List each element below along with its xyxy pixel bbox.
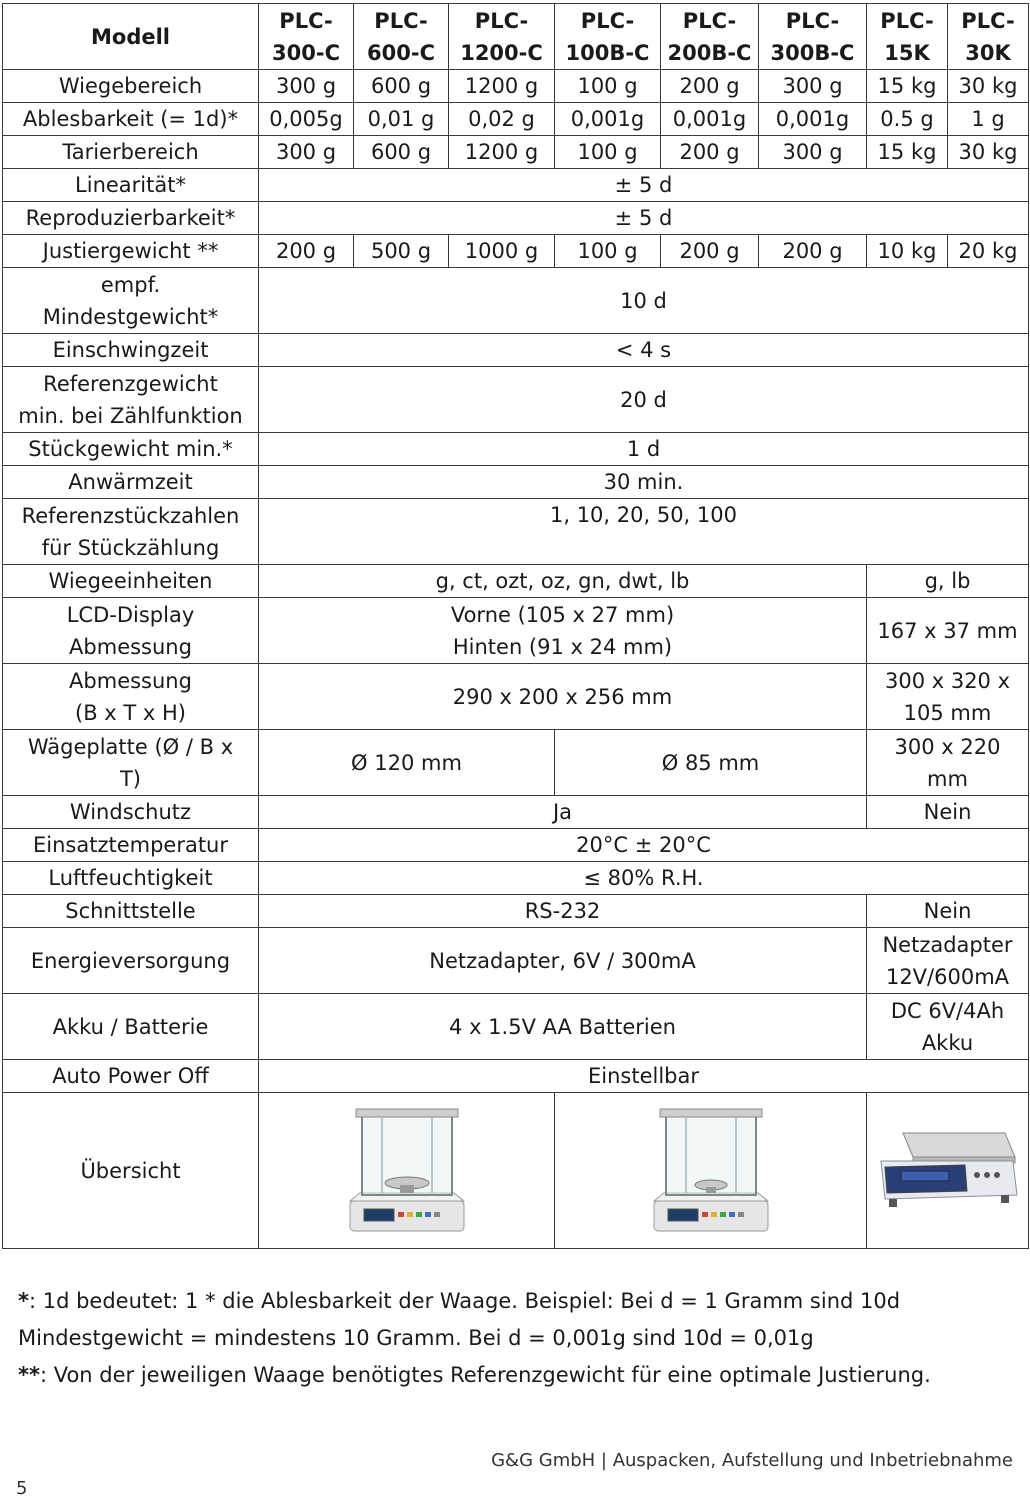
- model-plc-100b-c: PLC- 100B-C: [555, 4, 661, 70]
- analytical-balance-image: [646, 1101, 776, 1241]
- cell-value: Einstellbar: [259, 1060, 1029, 1093]
- row-lcd: [3, 598, 1029, 664]
- cell-value: 0,001g: [759, 103, 867, 136]
- label-reproduzierbarkeit: Reproduzierbarkeit*: [3, 202, 259, 235]
- cell-value: 200 g: [661, 70, 759, 103]
- cell-value: 290 x 200 x 256 mm: [259, 664, 867, 730]
- label-wiegeeinheiten: Wiegeeinheiten: [3, 565, 259, 598]
- row-waegeplatte: [3, 730, 1029, 796]
- cell-value: Vorne (105 x 27 mm) Hinten (91 x 24 mm): [259, 598, 867, 664]
- label-energieversorgung: Energieversorgung: [3, 928, 259, 994]
- label-anwaermzeit: Anwärmzeit: [3, 466, 259, 499]
- row-referenzstueckzahlen: [3, 499, 1029, 565]
- cell-value: 1 d: [259, 433, 1029, 466]
- model-plc-1200-c: PLC- 1200-C: [449, 4, 555, 70]
- cell-value: 300 g: [759, 70, 867, 103]
- cell-value: 200 g: [661, 136, 759, 169]
- cell-value: 20 kg: [948, 235, 1029, 268]
- cell-value: 500 g: [354, 235, 449, 268]
- footnote-double-star: [18, 1357, 1018, 1394]
- label-stueckgewicht: Stückgewicht min.*: [3, 433, 259, 466]
- row-reproduzierbarkeit: [3, 202, 1029, 235]
- cell-value: 300 g: [259, 70, 354, 103]
- cell-value: 200 g: [661, 235, 759, 268]
- cell-value: Ø 120 mm: [259, 730, 555, 796]
- page-footer: G&G GmbH | Auspacken, Aufstellung und Inbetriebnahme: [491, 1450, 1013, 1471]
- cell-value: g, lb: [867, 565, 1029, 598]
- cell-value: 600 g: [354, 70, 449, 103]
- cell-value: 300 x 220 mm: [867, 730, 1029, 796]
- cell-value: Nein: [867, 796, 1029, 829]
- label-referenzstueckzahlen: Referenzstückzahlen für Stückzählung: [3, 499, 259, 565]
- cell-value: 200 g: [259, 235, 354, 268]
- label-waegeplatte: Wägeplatte (Ø / B x T): [3, 730, 259, 796]
- cell-value: Netzadapter, 6V / 300mA: [259, 928, 867, 994]
- cell-value: 300 g: [759, 136, 867, 169]
- label-mindestgewicht: empf. Mindestgewicht*: [3, 268, 259, 334]
- row-energieversorgung: [3, 928, 1029, 994]
- cell-value: 30 min.: [259, 466, 1029, 499]
- cell-value: 300 g: [259, 136, 354, 169]
- cell-value: 4 x 1.5V AA Batterien: [259, 994, 867, 1060]
- row-schnittstelle: [3, 895, 1029, 928]
- row-wiegebereich: [3, 70, 1029, 103]
- footnote-single-star-cont: Mindestgewicht = mindestens 10 Gramm. Bei d = 0,001g sind 10d = 0,01g: [18, 1326, 814, 1350]
- cell-value: Netzadapter 12V/600mA: [867, 928, 1029, 994]
- label-modell: Modell: [3, 4, 259, 70]
- label-luftfeuchtigkeit: Luftfeuchtigkeit: [3, 862, 259, 895]
- cell-value: 30 kg: [948, 70, 1029, 103]
- row-einsatztemperatur: [3, 829, 1029, 862]
- cell-value: 1 g: [948, 103, 1029, 136]
- product-image-cell: [555, 1093, 867, 1249]
- cell-value: 20 d: [259, 367, 1029, 433]
- row-modell: [3, 4, 1029, 70]
- cell-value: 15 kg: [867, 136, 948, 169]
- cell-value: g, ct, ozt, oz, gn, dwt, lb: [259, 565, 867, 598]
- row-akku: [3, 994, 1029, 1060]
- cell-value: 0,005g: [259, 103, 354, 136]
- label-wiegebereich: Wiegebereich: [3, 70, 259, 103]
- specification-table: [2, 3, 1029, 1249]
- model-plc-300-c: PLC- 300-C: [259, 4, 354, 70]
- label-autopoweroff: Auto Power Off: [3, 1060, 259, 1093]
- row-uebersicht: [3, 1093, 1029, 1249]
- cell-value: 300 x 320 x 105 mm: [867, 664, 1029, 730]
- cell-value: 100 g: [555, 235, 661, 268]
- precision-scale-image: [873, 1121, 1023, 1221]
- cell-value: 100 g: [555, 136, 661, 169]
- cell-value: Ø 85 mm: [555, 730, 867, 796]
- cell-value: 0.5 g: [867, 103, 948, 136]
- cell-value: Ja: [259, 796, 867, 829]
- cell-value: 1, 10, 20, 50, 100: [259, 499, 1029, 565]
- label-tarierbereich: Tarierbereich: [3, 136, 259, 169]
- row-einschwingzeit: [3, 334, 1029, 367]
- label-einschwingzeit: Einschwingzeit: [3, 334, 259, 367]
- cell-value: 0,001g: [555, 103, 661, 136]
- cell-value: Nein: [867, 895, 1029, 928]
- footnote-text: : Von der jeweiligen Waage benötigtes Referenzgewicht für eine optimale Justierung.: [39, 1363, 931, 1387]
- page-number: 5: [16, 1478, 28, 1499]
- row-abmessung: [3, 664, 1029, 730]
- cell-value: 600 g: [354, 136, 449, 169]
- label-lcd: LCD-Display Abmessung: [3, 598, 259, 664]
- footnote-single-star: [18, 1283, 1018, 1320]
- footnotes: [18, 1283, 1018, 1394]
- cell-value: 167 x 37 mm: [867, 598, 1029, 664]
- cell-value: 0,02 g: [449, 103, 555, 136]
- cell-value: 0,001g: [661, 103, 759, 136]
- cell-value: 15 kg: [867, 70, 948, 103]
- label-ablesbarkeit: Ablesbarkeit (= 1d)*: [3, 103, 259, 136]
- row-tarierbereich: [3, 136, 1029, 169]
- label-einsatztemperatur: Einsatztemperatur: [3, 829, 259, 862]
- label-linearitaet: Linearität*: [3, 169, 259, 202]
- label-abmessung: Abmessung (B x T x H): [3, 664, 259, 730]
- cell-value: ≤ 80% R.H.: [259, 862, 1029, 895]
- product-image-cell: [259, 1093, 555, 1249]
- label-windschutz: Windschutz: [3, 796, 259, 829]
- model-plc-600-c: PLC- 600-C: [354, 4, 449, 70]
- cell-value: 20°C ± 20°C: [259, 829, 1029, 862]
- row-luftfeuchtigkeit: [3, 862, 1029, 895]
- model-plc-300b-c: PLC- 300B-C: [759, 4, 867, 70]
- cell-value: 200 g: [759, 235, 867, 268]
- cell-value: 100 g: [555, 70, 661, 103]
- label-referenzgewicht: Referenzgewicht min. bei Zählfunktion: [3, 367, 259, 433]
- cell-value: ± 5 d: [259, 202, 1029, 235]
- label-akku: Akku / Batterie: [3, 994, 259, 1060]
- product-image-cell: [867, 1093, 1029, 1249]
- cell-value: ± 5 d: [259, 169, 1029, 202]
- row-mindestgewicht: [3, 268, 1029, 334]
- cell-value: 10 d: [259, 268, 1029, 334]
- cell-value: DC 6V/4Ah Akku: [867, 994, 1029, 1060]
- footnote-text: : 1d bedeutet: 1 * die Ablesbarkeit der Waage. Beispiel: Bei d = 1 Gramm sind 10d: [28, 1289, 901, 1313]
- model-plc-200b-c: PLC- 200B-C: [661, 4, 759, 70]
- footnote-mark: **: [18, 1363, 40, 1387]
- cell-value: 1200 g: [449, 136, 555, 169]
- row-windschutz: [3, 796, 1029, 829]
- row-ablesbarkeit: [3, 103, 1029, 136]
- row-wiegeeinheiten: [3, 565, 1029, 598]
- row-justiergewicht: [3, 235, 1029, 268]
- row-anwaermzeit: [3, 466, 1029, 499]
- label-justiergewicht: Justiergewicht **: [3, 235, 259, 268]
- label-schnittstelle: Schnittstelle: [3, 895, 259, 928]
- cell-value: 10 kg: [867, 235, 948, 268]
- cell-value: 1000 g: [449, 235, 555, 268]
- row-linearitaet: [3, 169, 1029, 202]
- model-plc-15k: PLC- 15K: [867, 4, 948, 70]
- model-plc-30k: PLC- 30K: [948, 4, 1029, 70]
- cell-value: 1200 g: [449, 70, 555, 103]
- analytical-balance-image: [342, 1101, 472, 1241]
- row-autopoweroff: [3, 1060, 1029, 1093]
- cell-value: 30 kg: [948, 136, 1029, 169]
- cell-value: 0,01 g: [354, 103, 449, 136]
- row-stueckgewicht: [3, 433, 1029, 466]
- cell-value: RS-232: [259, 895, 867, 928]
- row-referenzgewicht: [3, 367, 1029, 433]
- label-uebersicht: Übersicht: [3, 1093, 259, 1249]
- footnote-mark: *: [18, 1289, 29, 1313]
- cell-value: < 4 s: [259, 334, 1029, 367]
